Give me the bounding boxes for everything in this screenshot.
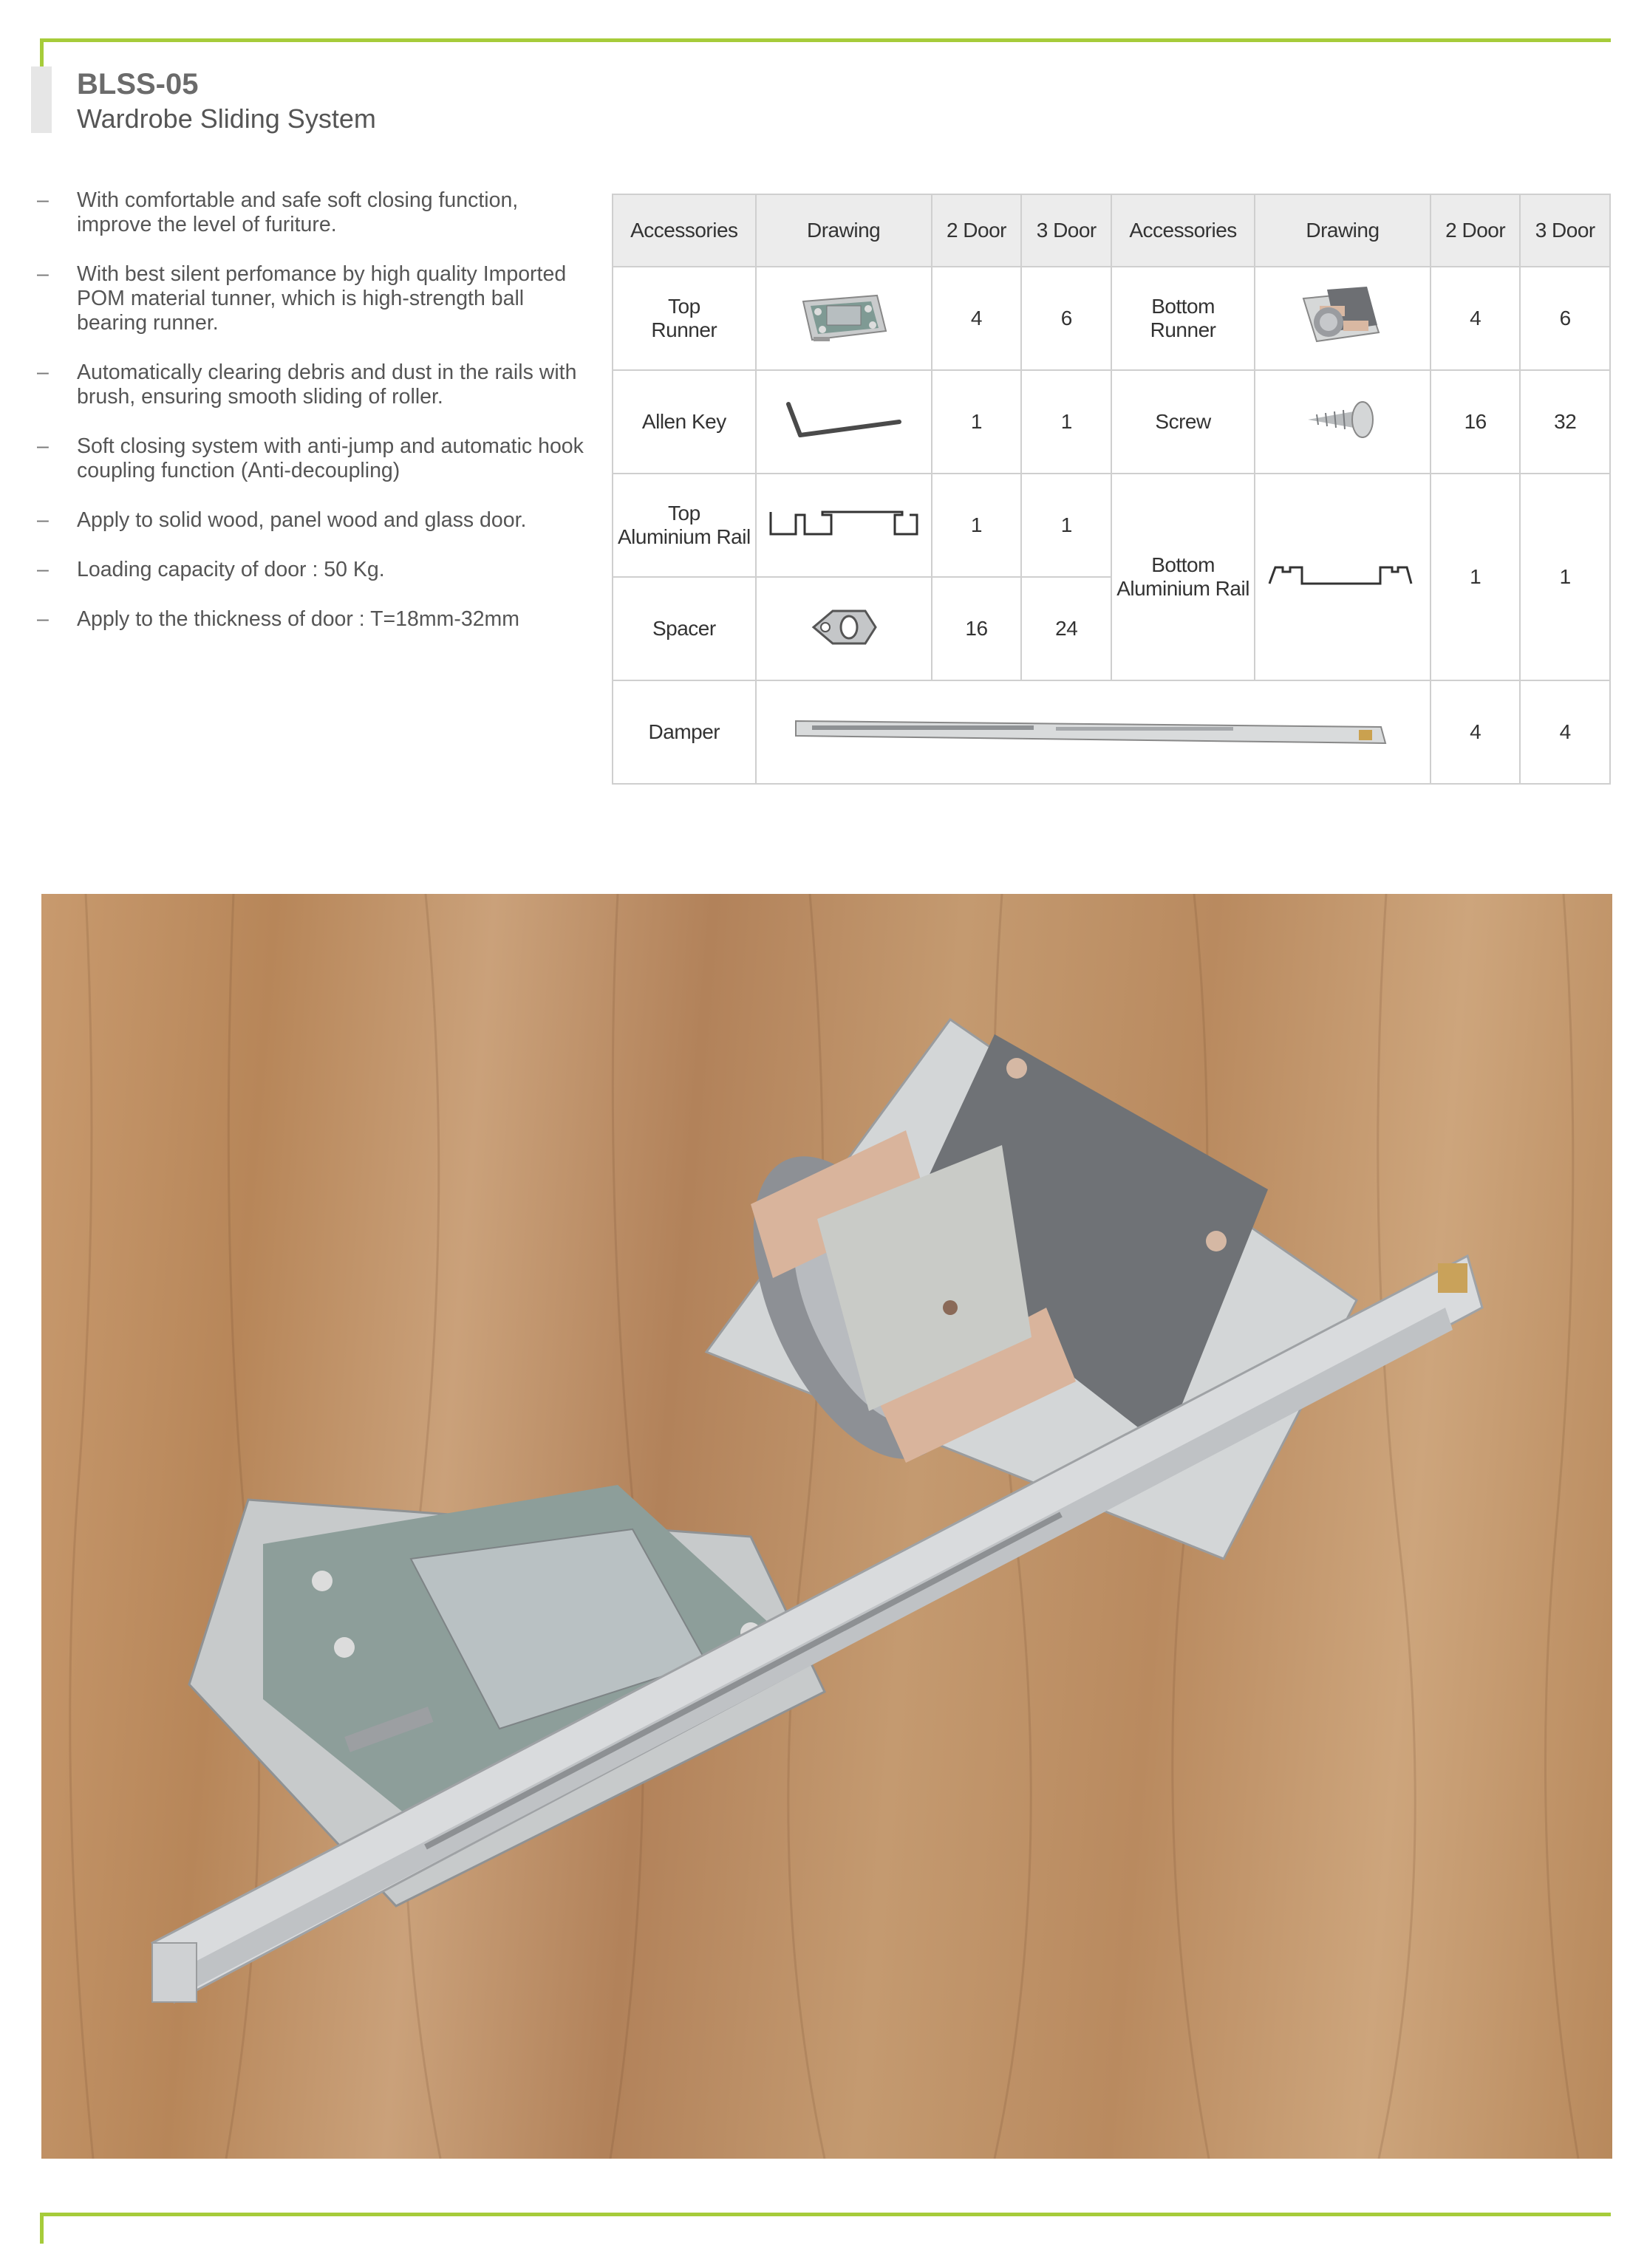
- accessory-name: Bottom Runner: [1111, 267, 1255, 370]
- product-subtitle: Wardrobe Sliding System: [77, 103, 376, 134]
- product-photo: [41, 894, 1612, 2159]
- accessory-name: Screw: [1111, 370, 1255, 474]
- drawing-cell: [756, 267, 932, 370]
- top-accent-rule: [40, 38, 1611, 42]
- header-2-door: 2 Door: [1431, 194, 1521, 267]
- table-row: [613, 267, 1610, 370]
- header-accessories: Accessories: [1111, 194, 1255, 267]
- table-row: [613, 370, 1610, 474]
- allen-key-icon: [781, 394, 907, 445]
- top-runner-icon: [788, 279, 899, 353]
- feature-list: [37, 188, 599, 657]
- drawing-cell: [1255, 267, 1431, 370]
- bottom-runner-icon: [1295, 279, 1391, 353]
- bottom-runner-photo: [706, 1019, 1357, 1559]
- damper-icon: [790, 708, 1396, 752]
- feature-item: – With comfortable and safe soft closing function, improve the level of furiture.: [37, 188, 519, 236]
- drawing-cell: [1255, 474, 1431, 680]
- header-drawing: Drawing: [756, 194, 932, 267]
- table-row: [613, 474, 1610, 577]
- feature-item: – Apply to the thickness of door : T=18mm-32mm: [37, 607, 520, 631]
- two-door-qty: 4: [1431, 267, 1521, 370]
- top-rail-profile-icon: [766, 505, 921, 542]
- two-door-qty: 1: [932, 474, 1022, 577]
- header-2-door: 2 Door: [932, 194, 1022, 267]
- title-marker: [31, 66, 52, 133]
- accessory-name: Top Aluminium Rail: [613, 474, 756, 577]
- accessory-name: Top Runner: [613, 267, 756, 370]
- drawing-cell: [1255, 370, 1431, 474]
- dash-bullet: –: [37, 262, 49, 286]
- product-photo-illustration: [41, 894, 1612, 2159]
- drawing-cell: [756, 370, 932, 474]
- feature-item: – With best silent perfomance by high quality Imported POM material tunner, which is high-strength ball bearing runner.: [37, 262, 567, 335]
- spacer-icon: [803, 601, 884, 652]
- feature-item: – Soft closing system with anti-jump and automatic hook coupling function (Anti-decoupling): [37, 434, 584, 482]
- two-door-qty: 4: [932, 267, 1022, 370]
- accessories-table: [612, 194, 1611, 785]
- drawing-cell: [756, 680, 1431, 784]
- table-header-row: [613, 194, 1610, 267]
- feature-item: – Loading capacity of door : 50 Kg.: [37, 558, 385, 581]
- three-door-qty: 4: [1520, 680, 1610, 784]
- drawing-cell: [756, 474, 932, 577]
- three-door-qty: 6: [1520, 267, 1610, 370]
- three-door-qty: 1: [1520, 474, 1610, 680]
- dash-bullet: –: [37, 434, 49, 458]
- two-door-qty: 16: [932, 577, 1022, 680]
- two-door-qty: 1: [932, 370, 1022, 474]
- two-door-qty: 4: [1431, 680, 1521, 784]
- top-accent-corner: [40, 38, 44, 69]
- header-3-door: 3 Door: [1021, 194, 1111, 267]
- bottom-accent-rule: [40, 2213, 1611, 2216]
- header-3-door: 3 Door: [1520, 194, 1610, 267]
- bottom-rail-profile-icon: [1265, 560, 1420, 590]
- three-door-qty: 32: [1520, 370, 1610, 474]
- two-door-qty: 1: [1431, 474, 1521, 680]
- three-door-qty: 1: [1021, 370, 1111, 474]
- bottom-accent-corner: [40, 2213, 44, 2244]
- feature-item: – Apply to solid wood, panel wood and glass door.: [37, 508, 527, 532]
- dash-bullet: –: [37, 361, 49, 384]
- product-code: BLSS-05: [77, 68, 199, 100]
- three-door-qty: 24: [1021, 577, 1111, 680]
- table-row: [613, 680, 1610, 784]
- header-accessories: Accessories: [613, 194, 756, 267]
- three-door-qty: 6: [1021, 267, 1111, 370]
- dash-bullet: –: [37, 508, 49, 532]
- dash-bullet: –: [37, 188, 49, 212]
- three-door-qty: 1: [1021, 474, 1111, 577]
- dash-bullet: –: [37, 558, 49, 581]
- header-drawing: Drawing: [1255, 194, 1431, 267]
- feature-item: – Automatically clearing debris and dust in the rails with brush, ensuring smooth sliding of roller.: [37, 361, 577, 409]
- accessory-name: Damper: [613, 680, 756, 784]
- two-door-qty: 16: [1431, 370, 1521, 474]
- screw-icon: [1302, 394, 1383, 445]
- accessory-name: Allen Key: [613, 370, 756, 474]
- drawing-cell: [756, 577, 932, 680]
- accessory-name: Spacer: [613, 577, 756, 680]
- dash-bullet: –: [37, 607, 49, 631]
- accessory-name: Bottom Aluminium Rail: [1111, 474, 1255, 680]
